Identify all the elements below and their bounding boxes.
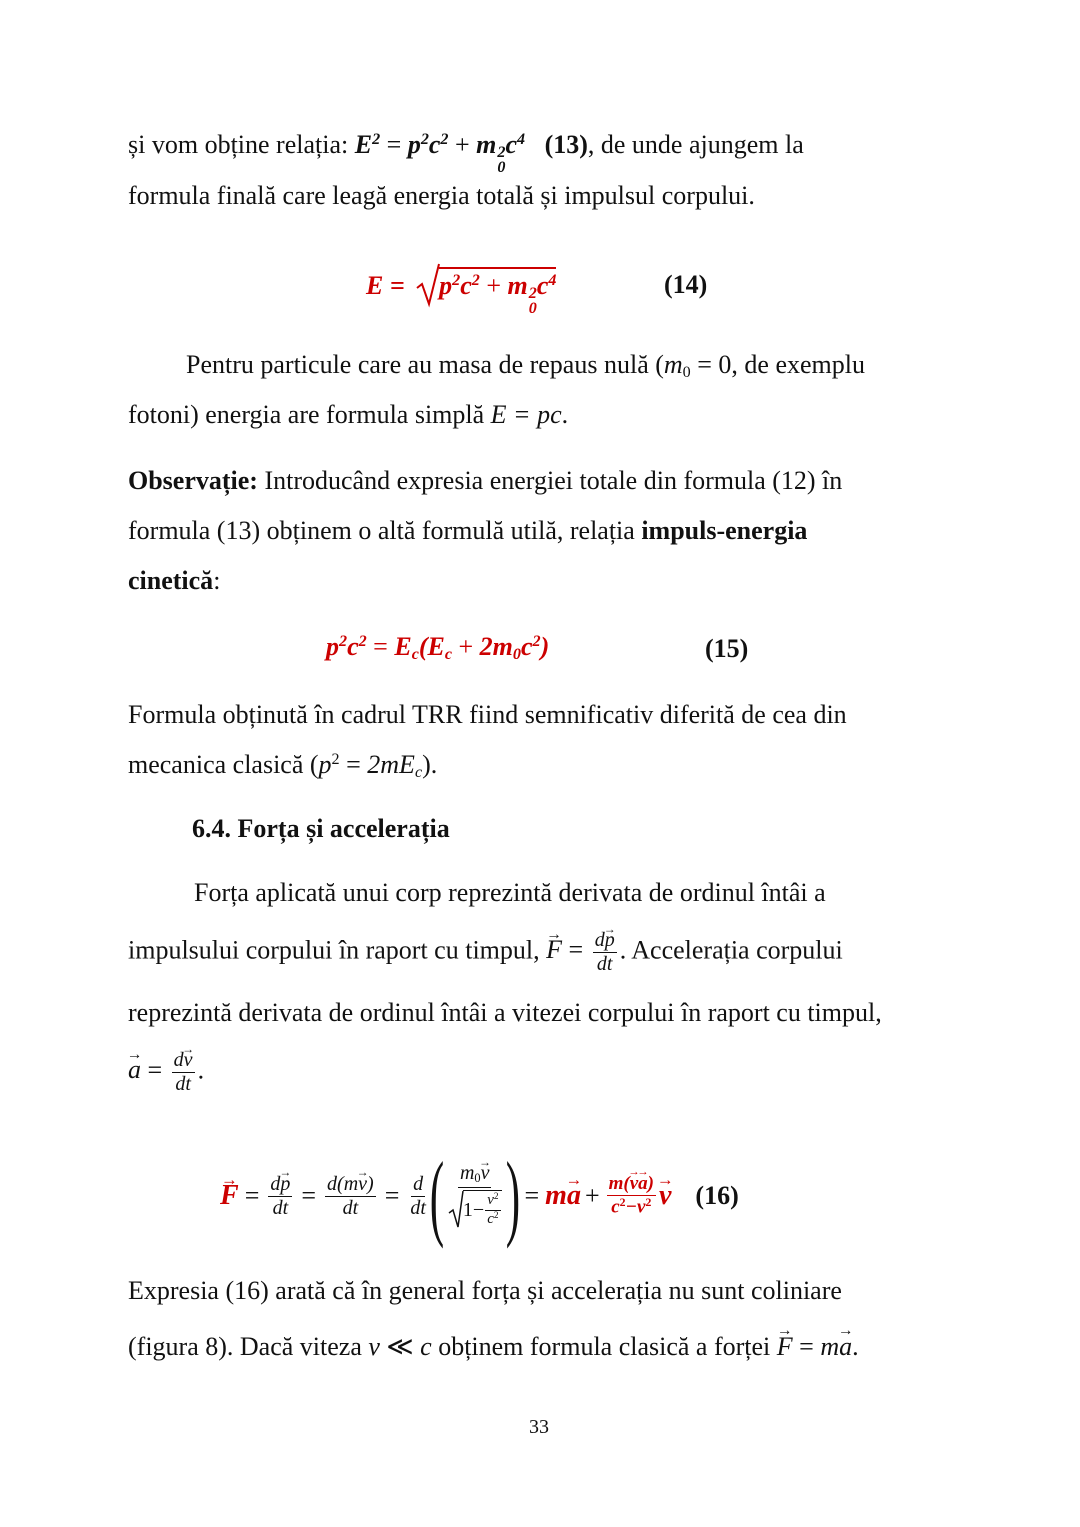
text: și vom obține relația: <box>128 130 355 159</box>
equation-14 <box>366 262 556 316</box>
section-title: 6.4. Forța și accelerația <box>192 814 450 843</box>
sqrt-sign-icon <box>415 262 441 308</box>
equation-lhs: E = <box>366 271 405 300</box>
paragraph-line: Forța aplicată unui corp reprezintă derivata de ordinul întâi a <box>194 878 826 907</box>
equation-label: (15) <box>705 634 749 663</box>
paragraph-line <box>128 566 220 596</box>
bold-term: cinetică <box>128 566 214 595</box>
equation-label: (14) <box>664 270 708 299</box>
paragraph-line: Formula obținută în cadrul TRR fiind semnificativ diferită de cea din <box>128 700 847 729</box>
paren-right: ) <box>505 1142 520 1249</box>
text: Pentru particule care au masa de repaus nulă ( <box>186 350 664 379</box>
observation-title: Observație: <box>128 466 258 495</box>
formula-13: $E^2 = p^2c^2 + m$ 2 0 $c^4$ <box>354 130 526 176</box>
paren-left: ( <box>429 1142 445 1249</box>
paragraph-line <box>128 466 842 496</box>
equation-15: $p^2c^2 = E_c(E_c + 2m_0c^2)$ <box>326 632 550 664</box>
paragraph-line: reprezintă derivata de ordinul întâi a vitezei corpului în raport cu timpul, <box>128 998 882 1027</box>
formula-m0: $m_0$ <box>663 350 691 382</box>
text: impulsului corpului în raport cu timpul, <box>128 935 547 965</box>
paragraph-line <box>128 930 843 975</box>
paragraph-line <box>186 350 865 382</box>
equation-label: (16) <box>695 1181 739 1210</box>
paragraph-line: formula finală care leagă energia totală și impulsul corpului. <box>128 181 755 210</box>
paragraph-line <box>128 400 568 430</box>
text: . Accelerația corpului <box>619 935 843 965</box>
text: obținem formula clasică a forței <box>431 1332 777 1361</box>
formula-v-ll-c: v ≪ c <box>368 1332 432 1361</box>
bold-term: impuls-energia <box>641 516 808 545</box>
text: . <box>561 400 569 429</box>
text: mecanica clasică ( <box>128 750 319 779</box>
equation-16: F → = $\frac{dp \to}{dt}$ = $\frac{d(mv \to)}{dt}$ = $\frac{d}{dt}$ ( $m_0v$ → 1− $\frac{v^2}{c^2}$ ) = ma → + $\frac{m(v \to a \to)}{c^2-v^2}$ v → (16) <box>220 1148 739 1244</box>
paragraph-line <box>128 516 807 546</box>
paragraph-line: Expresia (16) arată că în general forța și accelerația nu sunt coliniare <box>128 1276 842 1305</box>
page-number: 33 <box>529 1416 549 1438</box>
text: : <box>213 566 221 595</box>
paragraph-line <box>128 750 437 782</box>
formula-f-ma: F → = ma →. <box>777 1332 859 1361</box>
formula-classical: $p^2 = 2mE_c$ <box>318 750 423 782</box>
text: formula (13) obținem o altă formulă utilă, relația <box>128 516 642 545</box>
text: (figura 8). Dacă viteza <box>128 1332 369 1361</box>
paragraph-line <box>128 1332 859 1362</box>
sqrt-sign-icon <box>448 1189 464 1229</box>
text: , de unde ajungem la <box>587 130 804 159</box>
formula-e-pc: E = pc <box>490 400 562 429</box>
sqrt-content: $p^2c^2 + m$ 2 0 $c^4$ <box>439 267 556 300</box>
text: Introducând expresia energiei totale din formula (12) în <box>257 466 843 495</box>
paragraph-line <box>128 130 804 175</box>
text: fotoni) energia are formula simplă <box>128 400 491 429</box>
text: ). <box>422 750 438 779</box>
text: = 0, de exemplu <box>690 350 865 379</box>
formula-acceleration: a → = $\frac{dv \to}{dt}$ . <box>128 1050 204 1095</box>
formula-force: F → = $\frac{dp \to}{dt}$ <box>546 935 620 964</box>
equation-ref: (13) <box>544 130 588 159</box>
